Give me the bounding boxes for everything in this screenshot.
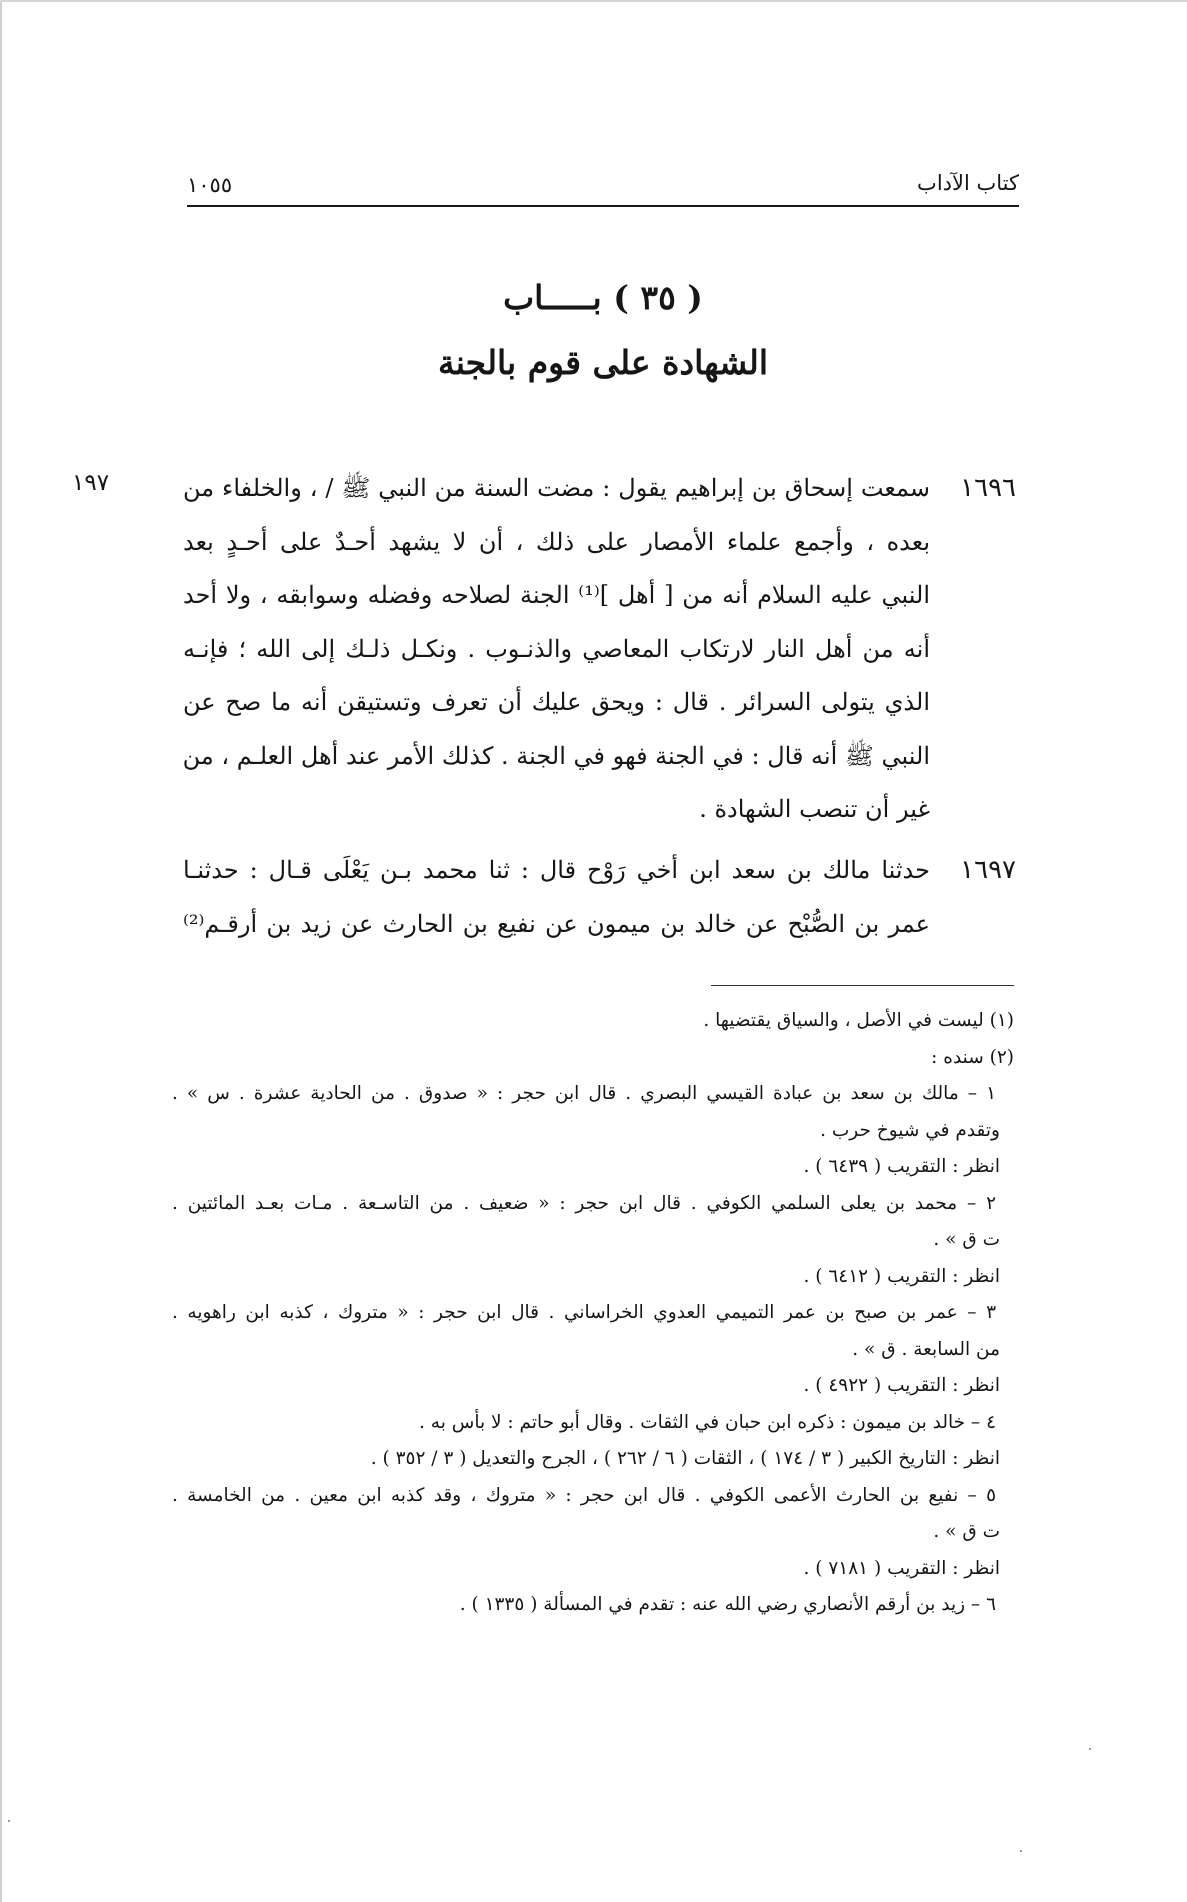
entry-line: غير أن تنصب الشهادة . <box>699 795 930 823</box>
scan-speck <box>1089 1748 1091 1750</box>
running-header <box>187 168 1019 204</box>
scan-speck <box>1020 1850 1022 1852</box>
footnote-line: انظر : التاريخ الكبير ( ٣ / ١٧٤ ) ، الثقات ( ٦ / ٢٦٢ ) ، الجرح والتعديل ( ٣ / ٣٥٢ ) . <box>370 1448 1000 1469</box>
footnote-line: انظر : التقريب ( ٦٤١٢ ) . <box>803 1265 1000 1287</box>
page-number: ١٠٥٥ <box>187 173 233 197</box>
entry-line: أنه من أهل النار لارتكاب المعاصي والذنـوب . ونكـل ذلـك إلى الله ؛ فإنـه <box>183 634 930 663</box>
entry-number: ١٦٩٧ <box>960 855 1016 885</box>
footnote-line: وتقدم في شيوخ حرب . <box>820 1119 1000 1141</box>
footnote-line: (١) ليست في الأصل ، والسياق يقتضيها . <box>703 1010 1014 1031</box>
footnote-line: انظر : التقريب ( ٦٤٣٩ ) . <box>803 1156 1000 1177</box>
entry-number: ١٦٩٦ <box>960 473 1016 503</box>
footnote-line: ٦ – زيد بن أرقم الأنصاري رضي الله عنه : تقدم في المسألة ( ١٣٣٥ ) . <box>459 1594 996 1615</box>
scan-left-edge <box>0 0 2 1902</box>
chapter-number: ( ٣٥ ) بـــــاب <box>503 278 703 317</box>
header-rule <box>187 205 1019 207</box>
footnote-line: انظر : التقريب ( ٤٩٢٢ ) . <box>803 1375 1000 1396</box>
entry-line: النبي عليه السلام أنه من [ أهل ]⁽¹⁾ الجنة لصلاحه وفضله وسوابقه ، ولا أحد <box>183 581 931 609</box>
scan-speck <box>8 1820 10 1822</box>
book-title: كتاب الآداب <box>917 171 1019 195</box>
footnote-line: ٢ – محمد بن يعلى السلمي الكوفي . قال ابن حجر : « ضعيف . من التاسـعة . مـات بعـد المائتين . <box>172 1192 996 1214</box>
footnote-line: من السابعة . ق » . <box>852 1338 1000 1360</box>
footnote-line: ٥ – نفيع بن الحارث الأعمى الكوفي . قال ابن حجر : « متروك ، وقد كذبه ابن معين . من الخامسة . <box>172 1484 996 1506</box>
entry-line: النبي ﷺ أنه قال : في الجنة فهو في الجنة . كذلك الأمر عند أهل العلـم ، من <box>182 741 930 770</box>
chapter-title: الشهادة على قوم بالجنة <box>438 343 768 382</box>
footnote-line: ت ق » . <box>933 1229 1000 1250</box>
footnote-line: ت ق » . <box>933 1521 1000 1542</box>
footnote-rule <box>711 985 1014 986</box>
footnote-line: انظر : التقريب ( ٧١٨١ ) . <box>803 1557 1000 1579</box>
scan-top-edge <box>0 0 1187 2</box>
entry-line: بعده ، وأجمع علماء الأمصار على ذلك ، أن لا يشهد أحـدٌ على أحـدٍ بعد <box>183 527 930 556</box>
footnote-line: ٤ – خالد بن ميمون : ذكره ابن حبان في الثقات . وقال أبو حاتم : لا بأس به . <box>419 1411 996 1433</box>
entry-line: عمر بن الصُّبْح عن خالد بن ميمون عن نفيع بن الحارث عن زيد بن أرقـم⁽²⁾ <box>183 909 930 938</box>
footnote-line: ١ – مالك بن سعد بن عبادة القيسي البصري . قال ابن حجر : « صدوق . من الحادية عشرة . س » . <box>172 1083 996 1104</box>
entry-line: الذي يتولى السرائر . قال : ويحق عليك أن تعرف وتستيقن أنه ما صح عن <box>183 688 930 716</box>
entry-line: سمعت إسحاق بن إبراهيم يقول : مضت السنة من النبي ﷺ / ، والخلفاء من <box>183 474 930 502</box>
margin-number: ١٩٧ <box>72 470 110 496</box>
entry-line: حدثنا مالك بن سعد ابن أخي رَوْح قال : ثنا محمد بـن يَعْلَى قـال : حدثنـا <box>183 856 930 884</box>
footnote-line: ٣ – عمر بن صبح بن عمر التميمي العدوي الخراساني . قال ابن حجر : « متروك ، كذبه ابن راهويه . <box>172 1302 996 1323</box>
footnote-line: (٢) سنده : <box>931 1046 1014 1068</box>
